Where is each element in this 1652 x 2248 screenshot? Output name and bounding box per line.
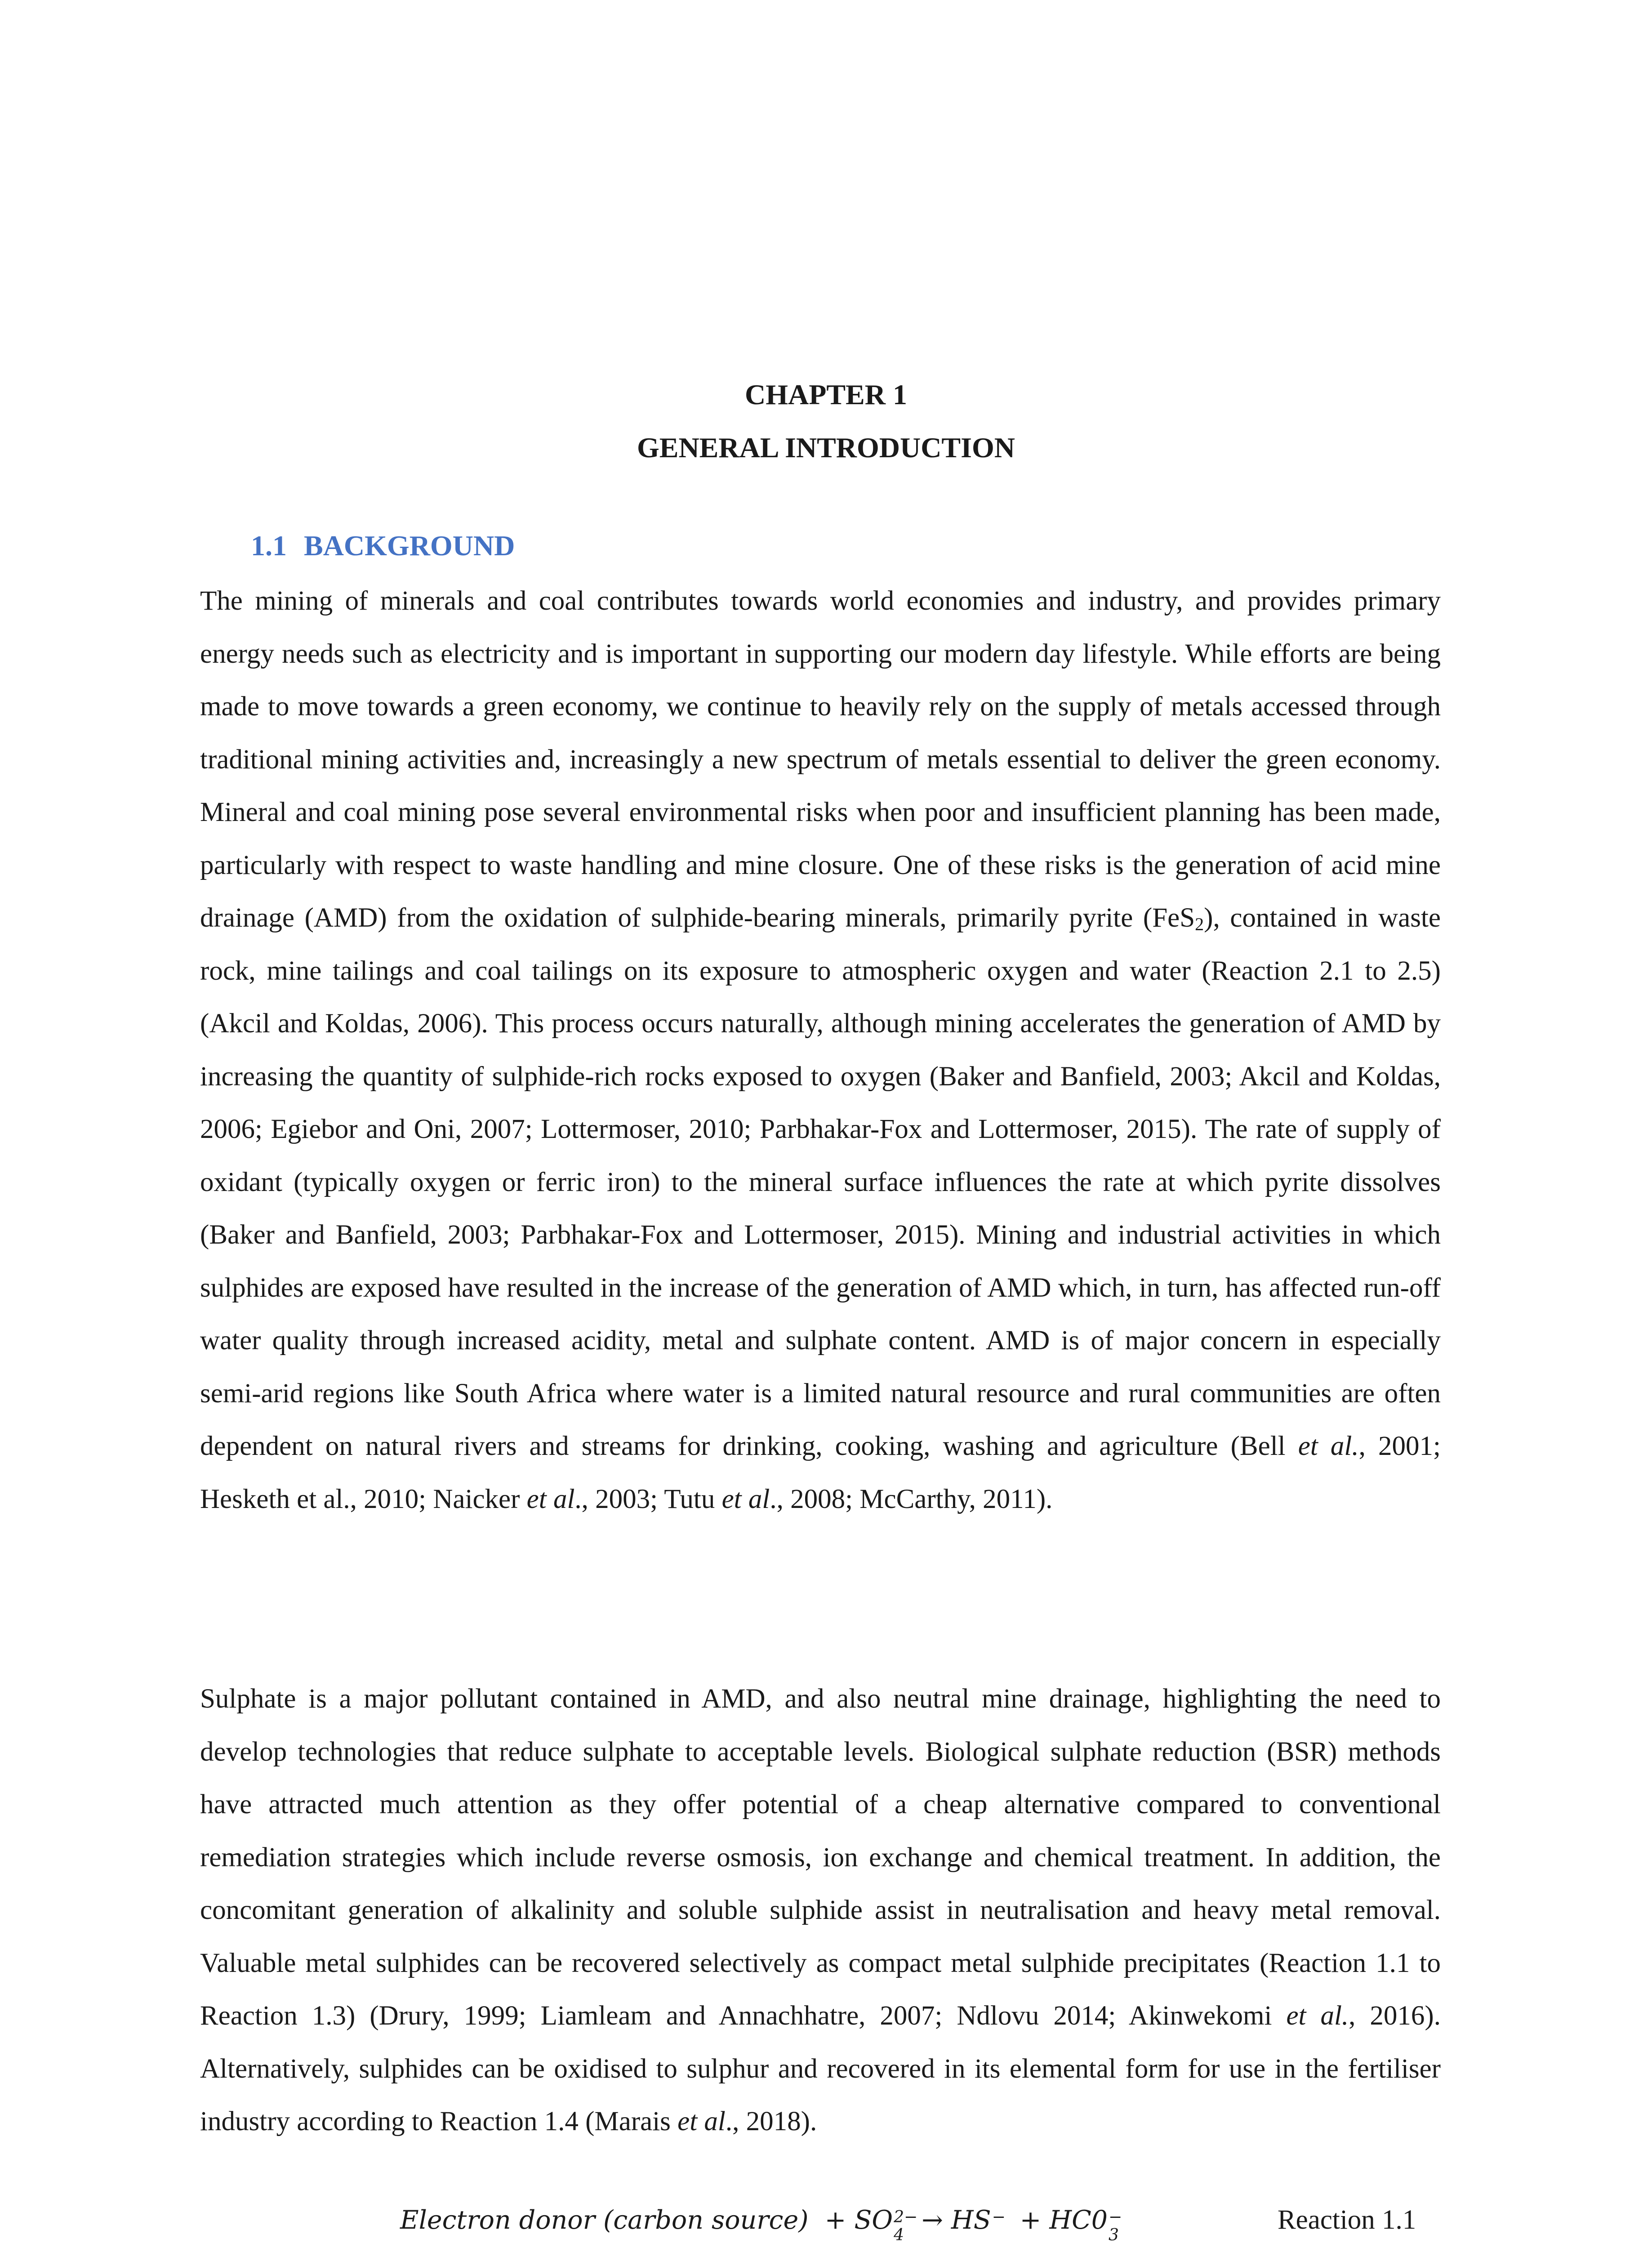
italic-run: et al <box>526 1484 575 1514</box>
bicarbonate-scripts <box>1108 2202 1128 2244</box>
reaction-equation <box>400 2202 1128 2244</box>
plus-sign: + <box>824 2205 846 2235</box>
text-run: ., 2008; McCarthy, 2011). <box>770 1484 1053 1514</box>
text-run: The mining of minerals and coal contributes towards world economies and industry, and provides primary energy needs such as electricity and is important in supporting our modern day lifestyle. While efforts are being made to move towards a green economy, we continue to heavily rely on the supply of metals accessed through traditional mining activities and, increasingly a new spectrum of metals essential to deliver the green economy. Mineral and coal mining pose several environmental risks when poor and insufficient planning has been made, particularly with respect to waste handling and mine closure. One of these risks is the generation of acid mine drainage (AMD) from the oxidation of sulphide-bearing minerals, primarily pyrite (FeS <box>200 586 1441 933</box>
chapter-number: CHAPTER 1 <box>745 379 907 410</box>
equation-lhs: Electron donor (carbon source) <box>400 2205 817 2235</box>
bicarbonate-ion: HC0 <box>1049 2205 1108 2235</box>
subscript: 3 <box>1109 2226 1119 2244</box>
paragraph-background-1 <box>200 575 1441 1525</box>
text-run: ), contained in waste rock, mine tailings and coal tailings on its exposure to atmospheric oxygen and water (Reaction 2.1 to 2.5) (Akcil and Koldas, 2006). This process occurs naturally, although mining accelerates the generation of AMD by increasing the quantity of sulphide-rich rocks exposed to oxygen (Baker and Banfield, 2003; Akcil and Koldas, 2006; Egiebor and Oni, 2007; Lottermoser, 2010; Parbhakar-Fox and Lottermoser, 2015). The rate of supply of oxidant (typically oxygen or ferric iron) to the mineral surface influences the rate at which pyrite dissolves (Baker and Banfield, 2003; Parbhakar-Fox and Lottermoser, 2015). Mining and industrial activities in which sulphides are exposed have resulted in the increase of the generation of AMD which, in turn, has affected run-off water quality through increased acidity, metal and sulphate content. AMD is of major concern in especially semi-arid regions like South Africa where water is a limited natural resource and rural communities are often dependent on natural rivers and streams for drinking, cooking, washing and agriculture (Bell <box>200 903 1441 1461</box>
section-heading <box>251 528 515 564</box>
italic-run: et al. <box>1286 2001 1349 2031</box>
superscript: − <box>1109 2208 1122 2226</box>
plus-sign: + <box>1020 2205 1042 2235</box>
subscript: 4 <box>894 2226 904 2244</box>
paragraph-background-2 <box>200 1673 1441 2148</box>
section-number: 1.1 <box>251 530 287 562</box>
hydrosulphide-ion: HS <box>951 2205 991 2235</box>
text-run: , 2016). Alternatively, sulphides can be oxidised to sulphur and recovered in its elemental form for use in the fertiliser industry according to Reaction 1.4 (Marais <box>200 2001 1441 2136</box>
chapter-title: GENERAL INTRODUCTION <box>637 432 1015 464</box>
superscript: − <box>992 2208 1006 2226</box>
text-run: , 2001; Hesketh et al., 2010; Naicker <box>200 1431 1441 1514</box>
italic-run: et al <box>677 2106 726 2136</box>
sulphate-ion: SO <box>854 2205 893 2235</box>
subscript: 2 <box>1195 914 1204 934</box>
text-run: ., 2018). <box>725 2106 817 2136</box>
superscript: 2− <box>894 2208 918 2226</box>
text-run: Sulphate is a major pollutant contained in AMD, and also neutral mine drainage, highlighting the need to develop technologies that reduce sulphate to acceptable levels. Biological sulphate reduction (BSR) methods have attracted much attention as they offer potential of a cheap alternative compared to conventional remediation strategies which include reverse osmosis, ion exchange and chemical treatment. In addition, the concomitant generation of alkalinity and soluble sulphide assist in neutralisation and heavy metal removal. Valuable metal sulphides can be recovered selectively as compact metal sulphide precipitates (Reaction 1.1 to Reaction 1.3) (Drury, 1999; Liamleam and Annachhatre, 2007; Ndlovu 2014; Akinwekomi <box>200 1684 1441 2031</box>
italic-run: et al <box>721 1484 770 1514</box>
sulphate-scripts <box>893 2202 918 2244</box>
reaction-equation-row <box>0 2194 1652 2248</box>
section-title: BACKGROUND <box>304 530 515 562</box>
hydrosulphide-scripts <box>991 2202 1012 2229</box>
reaction-arrow: → <box>922 2205 943 2235</box>
reaction-label: Reaction 1.1 <box>1278 2205 1416 2235</box>
text-run: ., 2003; Tutu <box>574 1484 722 1514</box>
italic-run: et al. <box>1298 1431 1359 1461</box>
